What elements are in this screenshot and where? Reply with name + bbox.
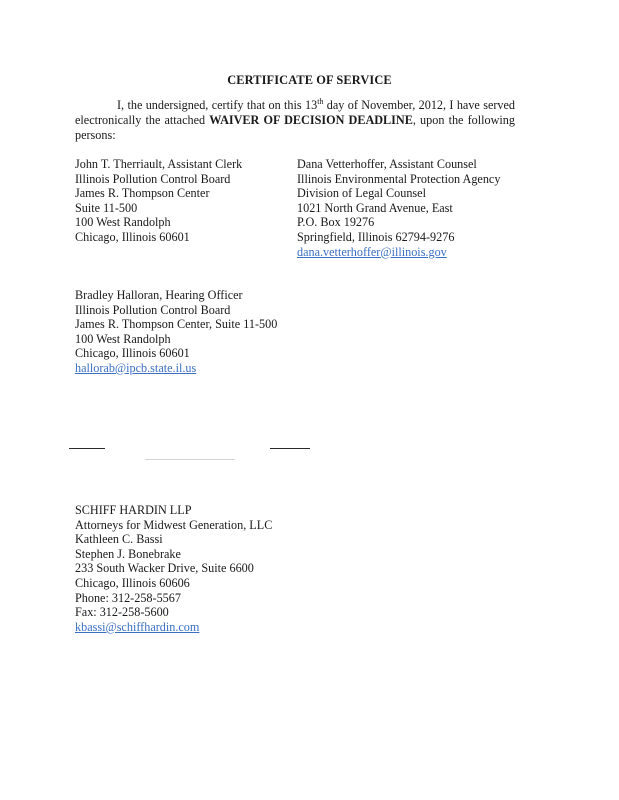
address-line: Illinois Pollution Control Board [75,171,231,186]
certification-paragraph [75,98,515,143]
address-line: Chicago, Illinois 60601 [75,229,190,244]
email-link-halloran[interactable]: hallorab@ipcb.state.il.us [75,360,197,375]
recipient-therriault [75,157,242,245]
address-line: Division of Legal Counsel [297,186,426,201]
address-line: Bradley Halloran, Hearing Officer [75,288,243,302]
document-title: CERTIFICATE OF SERVICE [227,73,392,87]
sender-line: SCHIFF HARDIN LLP [75,503,192,517]
email-link-vetterhoffer[interactable]: dana.vetterhoffer@illinois.gov [297,244,447,259]
sender-line: Fax: 312-258-5600 [75,605,169,620]
sender-line: Phone: 312-258-5567 [75,590,181,605]
recipient-vetterhoffer [297,157,500,259]
address-line: Chicago, Illinois 60601 [75,346,190,361]
email-link-bassi[interactable]: kbassi@schiffhardin.com [75,619,200,634]
address-line: Springfield, Illinois 62794-9276 [297,229,455,244]
sender-block [75,503,272,634]
address-line: Dana Vetterhoffer, Assistant Counsel [297,157,477,171]
signature-faint-line [145,459,235,460]
sender-line: Stephen J. Bonebrake [75,546,181,561]
signature-line-left [69,448,105,449]
sender-line: Kathleen C. Bassi [75,532,163,547]
address-line: 100 West Randolph [75,331,171,346]
address-line: James R. Thompson Center, Suite 11-500 [75,317,278,332]
intro-text-2: day of November, 2012, I have served electronically the attached [75,98,516,127]
address-line: P.O. Box 19276 [297,215,375,230]
signature-line-right [270,448,310,449]
address-line: 100 West Randolph [75,215,171,230]
address-line: Illinois Environmental Protection Agency [297,171,501,186]
address-line: Suite 11-500 [75,200,138,215]
sender-line: Attorneys for Midwest Generation, LLC [75,517,273,532]
recipient-halloran [75,288,277,376]
sender-line: 233 South Wacker Drive, Suite 6600 [75,561,254,576]
intro-text-1: I, the undersigned, certify that on this 13 [117,98,318,112]
sender-line: Chicago, Illinois 60606 [75,575,190,590]
address-line: Illinois Pollution Control Board [75,302,231,317]
intro-superscript: th [317,96,324,106]
intro-text-3: , upon the following persons: [75,113,515,142]
address-line: James R. Thompson Center [75,186,210,201]
address-line: John T. Therriault, Assistant Clerk [75,157,243,171]
address-line: 1021 North Grand Avenue, East [297,200,453,215]
document-name: WAIVER OF DECISION DEADLINE [209,113,413,127]
